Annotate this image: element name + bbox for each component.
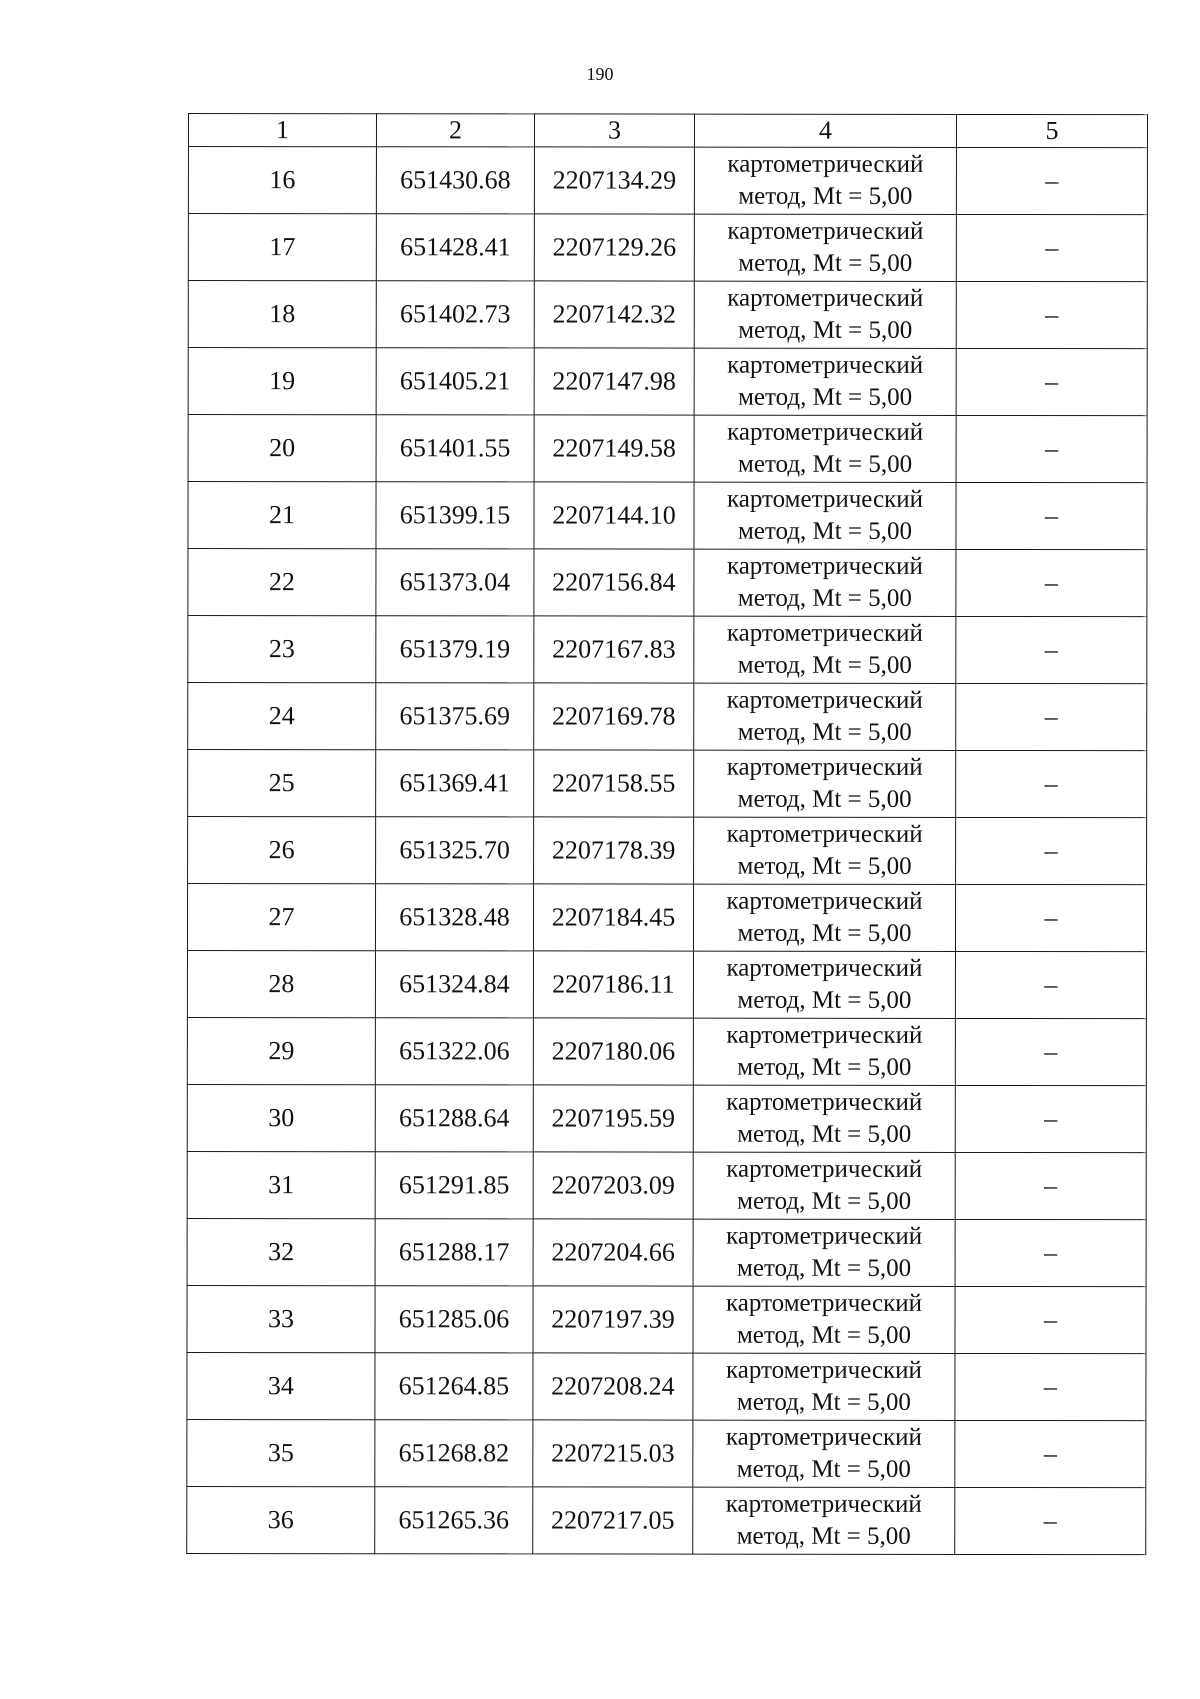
point-number-cell: 28	[187, 951, 375, 1018]
header-cell-3: 3	[534, 114, 694, 147]
method-line-2: метод, Mt = 5,00	[737, 1254, 912, 1282]
method-cell	[694, 616, 956, 683]
method-cell	[693, 1018, 955, 1085]
method-line-2: метод, Mt = 5,00	[738, 383, 913, 411]
x-coordinate-cell: 651288.64	[375, 1085, 533, 1152]
note-cell: –	[956, 817, 1147, 884]
method-line-2: метод, Mt = 5,00	[737, 785, 912, 813]
y-coordinate-cell: 2207142.32	[534, 281, 694, 348]
method-line-2: метод, Mt = 5,00	[737, 1053, 912, 1081]
method-cell	[694, 817, 956, 884]
note-cell: –	[956, 214, 1147, 281]
point-number-cell: 18	[188, 281, 376, 348]
method-cell	[694, 549, 956, 616]
header-row	[188, 114, 1147, 148]
table-row	[187, 1352, 1146, 1420]
y-coordinate-cell: 2207195.59	[533, 1085, 693, 1152]
point-number-cell: 20	[188, 415, 376, 482]
point-number-cell: 31	[187, 1151, 375, 1218]
point-number-cell: 35	[187, 1419, 375, 1486]
method-line-2: метод, Mt = 5,00	[737, 919, 912, 947]
method-cell	[693, 1487, 955, 1554]
x-coordinate-cell: 651322.06	[375, 1018, 533, 1085]
x-coordinate-cell: 651291.85	[375, 1152, 533, 1219]
y-coordinate-cell: 2207178.39	[534, 817, 694, 884]
point-number-cell: 33	[187, 1285, 375, 1352]
note-cell: –	[956, 147, 1147, 214]
y-coordinate-cell: 2207144.10	[534, 482, 694, 549]
table-row	[187, 1084, 1146, 1152]
y-coordinate-cell: 2207149.58	[534, 415, 694, 482]
note-cell: –	[955, 1219, 1146, 1286]
point-number-cell: 23	[188, 616, 376, 683]
header-cell-1: 1	[188, 114, 376, 147]
x-coordinate-cell: 651373.04	[376, 549, 534, 616]
y-coordinate-cell: 2207167.83	[534, 616, 694, 683]
method-line-1: картометрический	[727, 150, 924, 178]
note-cell: –	[956, 281, 1147, 348]
method-line-1: картометрический	[726, 552, 923, 580]
method-cell	[693, 1152, 955, 1219]
table-row	[187, 1285, 1146, 1353]
method-cell	[694, 415, 956, 482]
method-line-1: картометрический	[726, 820, 923, 848]
y-coordinate-cell: 2207156.84	[534, 549, 694, 616]
y-coordinate-cell: 2207184.45	[533, 884, 693, 951]
header-cell-2: 2	[376, 114, 534, 147]
table-row	[188, 616, 1147, 684]
x-coordinate-cell: 651430.68	[376, 147, 534, 214]
y-coordinate-cell: 2207158.55	[534, 750, 694, 817]
method-line-1: картометрический	[726, 686, 923, 714]
y-coordinate-cell: 2207180.06	[533, 1018, 693, 1085]
point-number-cell: 32	[187, 1218, 375, 1285]
method-cell	[694, 281, 956, 348]
x-coordinate-cell: 651405.21	[376, 348, 534, 415]
page-number: 190	[586, 64, 614, 84]
method-line-2: метод, Mt = 5,00	[737, 718, 912, 746]
table-row	[187, 884, 1146, 952]
note-cell: –	[956, 482, 1147, 549]
method-line-2: метод, Mt = 5,00	[738, 249, 913, 277]
method-line-2: метод, Mt = 5,00	[737, 651, 912, 679]
y-coordinate-cell: 2207186.11	[533, 951, 693, 1018]
method-cell	[694, 147, 956, 214]
method-line-2: метод, Mt = 5,00	[737, 584, 912, 612]
point-number-cell: 30	[187, 1084, 375, 1151]
method-line-2: метод, Mt = 5,00	[737, 852, 912, 880]
y-coordinate-cell: 2207203.09	[533, 1152, 693, 1219]
method-line-1: картометрический	[727, 217, 924, 245]
point-number-cell: 21	[188, 482, 376, 549]
point-number-cell: 36	[187, 1486, 375, 1553]
note-cell: –	[955, 1353, 1146, 1420]
x-coordinate-cell: 651325.70	[376, 817, 534, 884]
method-line-1: картометрический	[726, 619, 923, 647]
point-number-cell: 29	[187, 1017, 375, 1084]
x-coordinate-cell: 651428.41	[376, 214, 534, 281]
y-coordinate-cell: 2207147.98	[534, 348, 694, 415]
method-cell	[694, 683, 956, 750]
table-row	[188, 750, 1147, 818]
method-line-2: метод, Mt = 5,00	[737, 517, 913, 545]
point-number-cell: 34	[187, 1352, 375, 1419]
x-coordinate-cell: 651265.36	[375, 1487, 533, 1554]
note-cell: –	[955, 1018, 1146, 1085]
x-coordinate-cell: 651399.15	[376, 482, 534, 549]
table-row	[188, 415, 1147, 483]
method-cell	[693, 1085, 955, 1152]
method-line-1: картометрический	[727, 284, 924, 312]
x-coordinate-cell: 651268.82	[375, 1420, 533, 1487]
table-row	[188, 214, 1147, 282]
method-cell	[693, 1286, 955, 1353]
y-coordinate-cell: 2207129.26	[534, 214, 694, 281]
note-cell: –	[956, 683, 1147, 750]
method-line-1: картометрический	[727, 418, 924, 446]
note-cell: –	[956, 549, 1147, 616]
note-cell: –	[956, 415, 1147, 482]
method-line-2: метод, Mt = 5,00	[736, 1455, 911, 1483]
table-body	[187, 147, 1148, 1555]
x-coordinate-cell: 651324.84	[375, 951, 533, 1018]
point-number-cell: 19	[188, 348, 376, 415]
method-line-2: метод, Mt = 5,00	[738, 316, 913, 344]
method-cell	[694, 750, 956, 817]
method-line-1: картометрический	[726, 887, 923, 915]
method-line-1: картометрический	[725, 1356, 922, 1384]
method-line-1: картометрический	[727, 351, 924, 379]
method-line-2: метод, Mt = 5,00	[738, 450, 913, 478]
point-number-cell: 26	[188, 817, 376, 884]
x-coordinate-cell: 651375.69	[376, 683, 534, 750]
point-number-cell: 16	[188, 147, 376, 214]
method-cell	[693, 951, 955, 1018]
table-row	[187, 1017, 1146, 1085]
point-number-cell: 17	[188, 214, 376, 281]
method-line-1: картометрический	[726, 753, 923, 781]
x-coordinate-cell: 651402.73	[376, 281, 534, 348]
method-line-2: метод, Mt = 5,00	[737, 1120, 912, 1148]
table-row	[187, 1419, 1146, 1487]
method-line-1: картометрический	[726, 1222, 923, 1250]
table-row	[188, 348, 1147, 416]
method-cell	[694, 482, 956, 549]
table-row	[188, 482, 1147, 550]
y-coordinate-cell: 2207215.03	[533, 1420, 693, 1487]
x-coordinate-cell: 651285.06	[375, 1286, 533, 1353]
method-line-1: картометрический	[726, 1289, 923, 1317]
x-coordinate-cell: 651264.85	[375, 1353, 533, 1420]
note-cell: –	[955, 1085, 1146, 1152]
note-cell: –	[956, 750, 1147, 817]
note-cell: –	[955, 1487, 1146, 1554]
method-line-1: картометрический	[725, 1490, 922, 1518]
table-row	[188, 817, 1147, 885]
method-line-2: метод, Mt = 5,00	[736, 1388, 911, 1416]
x-coordinate-cell: 651401.55	[376, 415, 534, 482]
note-cell: –	[955, 1286, 1146, 1353]
method-line-2: метод, Mt = 5,00	[737, 1187, 912, 1215]
point-number-cell: 27	[187, 884, 375, 951]
method-cell	[693, 1420, 955, 1487]
header-cell-4: 4	[694, 114, 956, 147]
method-line-2: метод, Mt = 5,00	[738, 182, 913, 210]
table-row	[188, 683, 1147, 751]
y-coordinate-cell: 2207217.05	[533, 1487, 693, 1554]
method-line-1: картометрический	[725, 1423, 922, 1451]
table-row	[187, 1151, 1146, 1219]
coordinates-table	[186, 113, 1148, 1555]
note-cell: –	[955, 1152, 1146, 1219]
table-row	[187, 1218, 1146, 1286]
x-coordinate-cell: 651369.41	[376, 750, 534, 817]
method-cell	[693, 884, 955, 951]
x-coordinate-cell: 651288.17	[375, 1219, 533, 1286]
method-cell	[694, 348, 956, 415]
x-coordinate-cell: 651328.48	[375, 884, 533, 951]
x-coordinate-cell: 651379.19	[376, 616, 534, 683]
method-line-2: метод, Mt = 5,00	[736, 1321, 912, 1349]
point-number-cell: 22	[188, 549, 376, 616]
method-line-1: картометрический	[726, 1088, 923, 1116]
note-cell: –	[956, 616, 1147, 683]
header-cell-5: 5	[956, 114, 1147, 147]
table-row	[188, 281, 1147, 349]
method-cell	[693, 1353, 955, 1420]
note-cell: –	[955, 951, 1146, 1018]
note-cell: –	[955, 1420, 1146, 1487]
note-cell: –	[955, 884, 1146, 951]
table-header	[188, 114, 1147, 148]
method-line-1: картометрический	[726, 1155, 923, 1183]
point-number-cell: 25	[188, 750, 376, 817]
method-line-2: метод, Mt = 5,00	[737, 986, 912, 1014]
y-coordinate-cell: 2207197.39	[533, 1286, 693, 1353]
method-line-1: картометрический	[726, 1021, 923, 1049]
table-row	[187, 951, 1146, 1019]
table-row	[187, 1486, 1146, 1554]
y-coordinate-cell: 2207169.78	[534, 683, 694, 750]
note-cell: –	[956, 348, 1147, 415]
table-row	[188, 147, 1147, 215]
method-line-1: картометрический	[726, 954, 923, 982]
method-line-1: картометрический	[727, 485, 924, 513]
point-number-cell: 24	[188, 683, 376, 750]
y-coordinate-cell: 2207208.24	[533, 1353, 693, 1420]
method-cell	[694, 214, 956, 281]
table-row	[188, 549, 1147, 617]
y-coordinate-cell: 2207134.29	[534, 147, 694, 214]
y-coordinate-cell: 2207204.66	[533, 1219, 693, 1286]
method-cell	[693, 1219, 955, 1286]
method-line-2: метод, Mt = 5,00	[736, 1522, 911, 1550]
